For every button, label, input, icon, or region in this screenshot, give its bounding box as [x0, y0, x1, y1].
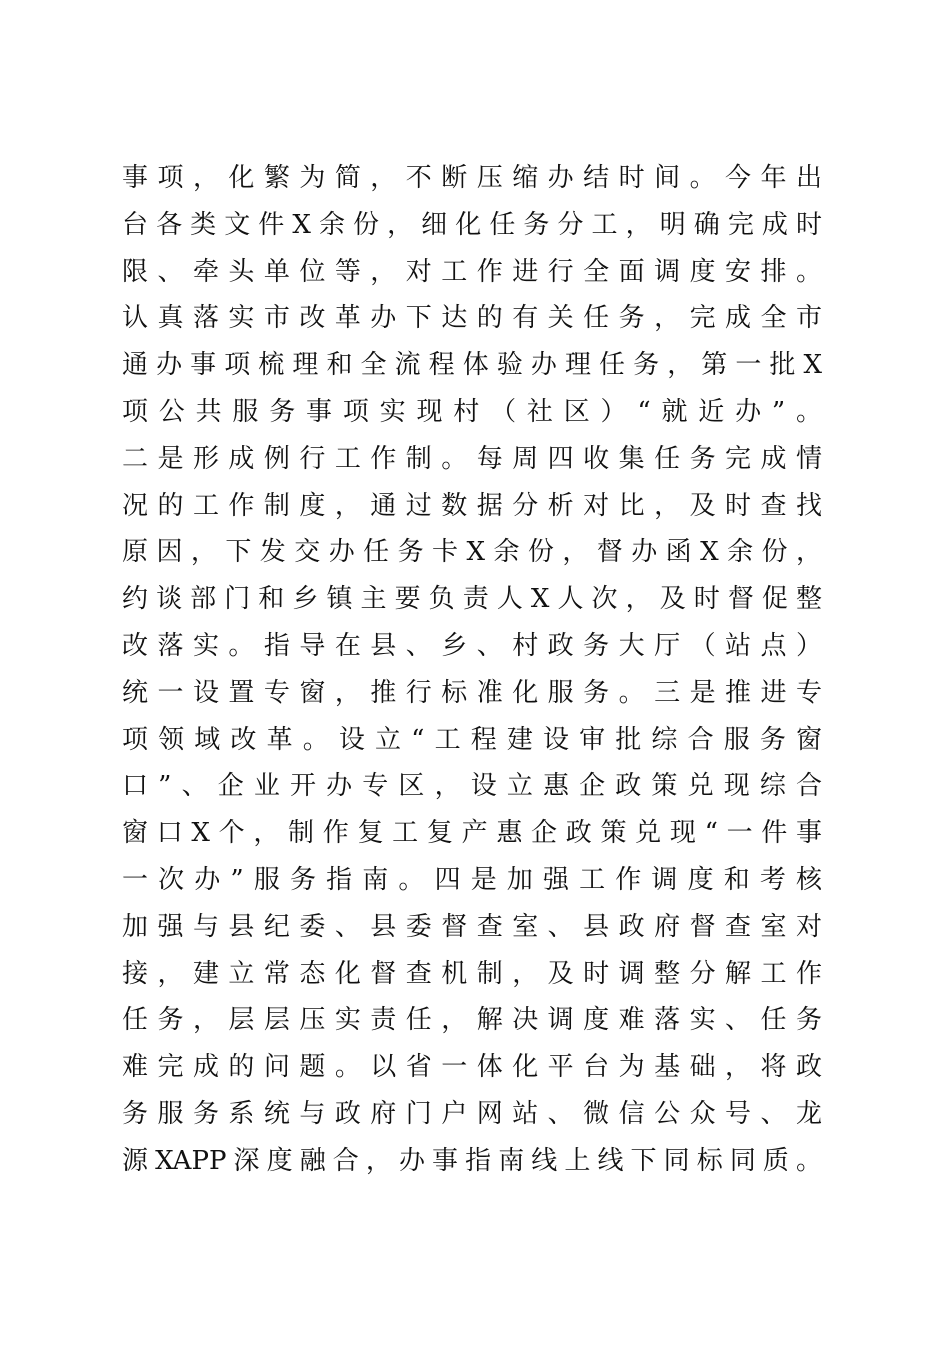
text-line: 况的工作制度，通过数据分析对比，及时查找 [122, 490, 822, 521]
text-line: 原因，下发交办任务卡X余份，督办函X余份， [122, 537, 822, 568]
text-line: 台各类文件X余份，细化任务分工，明确完成时 [122, 209, 822, 240]
text-line: 接，建立常态化督查机制，及时调整分解工作 [122, 958, 822, 989]
text-line: 一次办”服务指南。四是加强工作调度和考核 [122, 864, 822, 895]
text-line: 改落实。指导在县、乡、村政务大厅（站点） [122, 630, 822, 661]
text-line: 加强与县纪委、县委督查室、县政府督查室对 [122, 911, 822, 942]
text-line: 二是形成例行工作制。每周四收集任务完成情 [122, 443, 822, 474]
text-line: 约谈部门和乡镇主要负责人X人次，及时督促整 [122, 584, 822, 615]
text-line: 任务，层层压实责任，解决调度难落实、任务 [122, 1005, 822, 1036]
text-line: 窗口X个，制作复工复产惠企政策兑现“一件事 [122, 818, 822, 849]
text-line: 务服务系统与政府门户网站、微信公众号、龙 [122, 1098, 822, 1129]
text-line: 口”、企业开办专区，设立惠企政策兑现综合 [122, 771, 822, 802]
text-line: 通办事项梳理和全流程体验办理任务，第一批X [122, 350, 822, 381]
text-line: 限、牵头单位等，对工作进行全面调度安排。 [122, 256, 822, 287]
body-text [122, 155, 822, 1185]
text-line: 项公共服务事项实现村（社区）“就近办”。 [122, 396, 822, 427]
text-line: 难完成的问题。以省一体化平台为基础，将政 [122, 1052, 822, 1083]
text-line: 事项，化繁为简，不断压缩办结时间。今年出 [122, 163, 822, 193]
text-line: 项领域改革。设立“工程建设审批综合服务窗 [122, 724, 822, 755]
text-line: 统一设置专窗，推行标准化服务。三是推进专 [122, 677, 822, 708]
text-line: 源XAPP深度融合，办事指南线上线下同标同质。 [122, 1145, 822, 1176]
text-line: 认真落实市改革办下达的有关任务，完成全市 [122, 303, 822, 334]
